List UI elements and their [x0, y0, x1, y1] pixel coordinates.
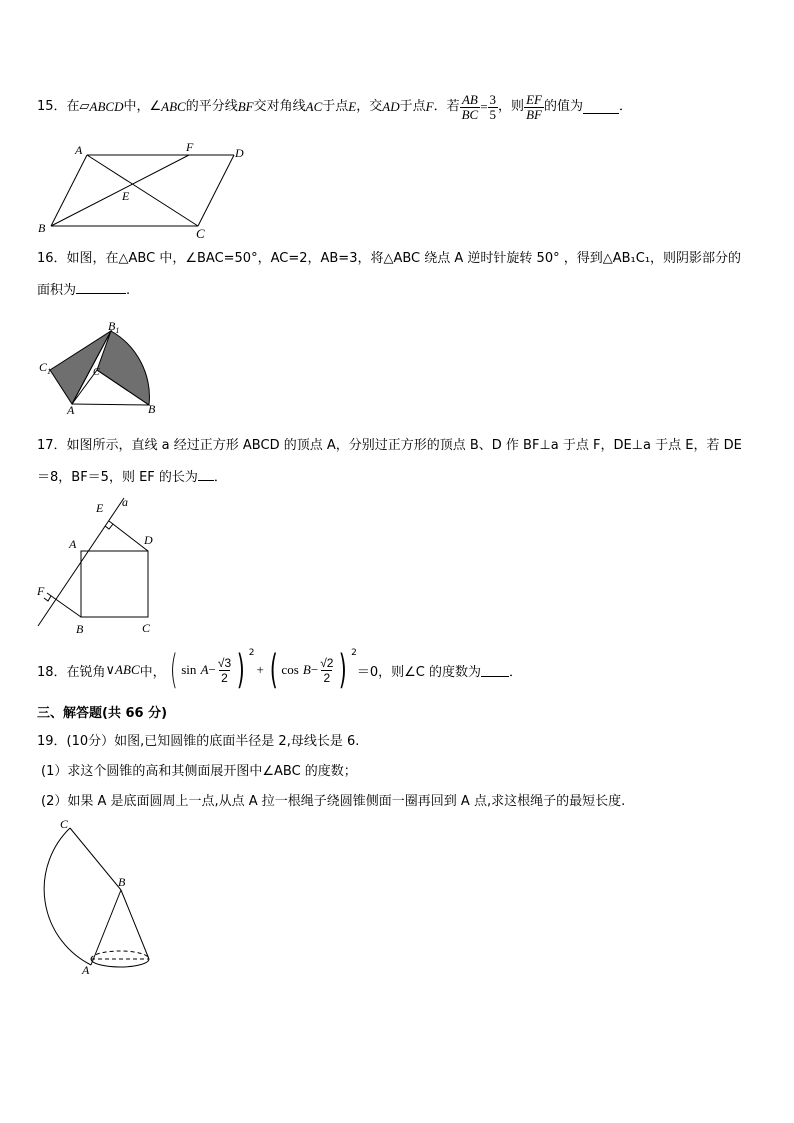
q15-equals: = [480, 99, 488, 114]
q15-text [37, 92, 632, 122]
q19-label-a: A [82, 963, 90, 977]
q18-paren-open-1: ( [169, 647, 178, 693]
q15-frac1-den: BC [461, 106, 479, 122]
q15-e: E [348, 99, 357, 114]
q18-t1: 18．在锐角 [37, 664, 106, 680]
q19-cone-right-edge [121, 890, 149, 959]
q15-t7: 于点 [399, 99, 426, 114]
q19-sub1: (1）求这个圆锥的高和其侧面展开图中∠ABC 的度数； [41, 764, 357, 779]
q15-t5: 于点 [322, 99, 349, 114]
q15-label-b: B [38, 221, 46, 235]
q15-t3: 的平分线 [185, 99, 238, 114]
q16-label-c1 [39, 360, 51, 376]
q18-a: A [200, 662, 209, 677]
q17-line2 [37, 468, 227, 487]
q15-t10: 的值为 [543, 99, 583, 114]
q16-label-c1-sub: 1 [47, 367, 52, 376]
q15-frac3-den: BF [526, 106, 542, 122]
q18-square-1: 2 [248, 648, 255, 658]
q17-label-c: C [142, 621, 151, 635]
q15-label-f: F [186, 140, 194, 154]
q15-abc: ABC [161, 99, 186, 114]
q15-edge-ab [51, 155, 87, 226]
q15-number: 15． [37, 99, 67, 114]
q16-line2-a: 面积为 [37, 283, 77, 298]
q15-parallelogram-figure [30, 138, 260, 242]
q15-t9: ，则 [498, 99, 525, 114]
q16-label-c: C [93, 367, 100, 378]
q15-ac: AC [305, 99, 323, 114]
section-3-title: 三、解答题(共 66 分) [37, 706, 168, 721]
q15-fraction-ef-bf [524, 93, 544, 122]
q15-frac1-num: AB [461, 91, 478, 107]
q17-right-angle-f [44, 596, 51, 601]
q15-f: F [425, 99, 434, 114]
q19-line1: 19．(10分）如图,已知圆锥的底面半径是 2,母线长是 6. [37, 734, 360, 749]
q17-label-a: A [69, 537, 77, 551]
q17-label-a-line: a [122, 495, 128, 509]
q15-t2: 中，∠ [123, 99, 162, 114]
q18-text [37, 644, 522, 696]
q16-label-c1-main: C [39, 360, 48, 374]
q16-line1: 16．如图，在△ABC 中，∠BAC=50°，AC=2，AB=3，将△ABC 绕点 A 逆时针旋转 50° ，得到△AB₁C₁，则阴影部分的 [37, 251, 742, 266]
q18-b: B [302, 662, 311, 677]
q18-t3: ＝0，则∠C 的度数为 [356, 664, 481, 680]
q18-fraction-sqrt2 [318, 656, 335, 685]
q15-diagonal-ac [87, 155, 198, 226]
q18-sqrt3: √3 [217, 655, 232, 670]
q15-t8: ．若 [433, 99, 460, 114]
q15-label-d: D [235, 146, 244, 160]
q17-square-abcd [81, 551, 148, 617]
q18-t2: 中， [139, 664, 166, 680]
q18-plus: + [256, 662, 264, 677]
q18-sqrt2: √2 [320, 655, 334, 670]
q18-paren-close-1: ) [237, 647, 245, 693]
q19-label-b: B [118, 875, 126, 889]
q17-line2-a: ＝8，BF＝5，则 EF 的长为 [37, 470, 198, 485]
q19-cone-figure [30, 814, 170, 984]
q17-answer-blank[interactable] [198, 468, 214, 481]
q16-line2 [37, 281, 130, 300]
q19-radius-ba [91, 890, 121, 965]
q17-label-b: B [76, 622, 84, 636]
q15-end: ． [618, 99, 632, 114]
q18-minus-1: − [208, 662, 216, 677]
q16-line2-b: . [126, 283, 131, 298]
q19-radius-bc [70, 828, 121, 890]
q15-t4: 交对角线 [253, 99, 306, 114]
q15-frac3-num: EF [526, 91, 542, 107]
q16-edge-ab [72, 404, 149, 405]
q19-cone-base-front [91, 959, 149, 967]
q15-fraction-ab-bc [460, 93, 481, 122]
q17-line2-b: ． [213, 470, 227, 485]
q17-label-e: E [96, 501, 104, 515]
q17-line1: 17．如图所示，直线 a 经过正方形 ABCD 的顶点 A，分别过正方形的顶点 B、D 作 BF⊥a 于点 F，DE⊥a 于点 E，若 DE [37, 438, 742, 453]
q19-sector-arc [44, 828, 91, 965]
q15-frac2-den: 5 [489, 106, 497, 122]
q15-edge-dc [198, 155, 234, 226]
q15-bf: BF [237, 99, 254, 114]
q18-fraction-sqrt3 [216, 656, 233, 685]
q16-label-a: A [67, 403, 75, 417]
q18-den-1: 2 [221, 670, 228, 685]
q15-t1: 在▱ [66, 99, 90, 114]
q17-label-f: F [37, 584, 45, 598]
q15-ad: AD [382, 99, 400, 114]
q18-den-2: 2 [323, 670, 331, 685]
q16-answer-blank[interactable] [76, 281, 126, 294]
q15-fraction-3-5 [488, 93, 499, 122]
q18-end: ． [508, 664, 522, 680]
q16-label-b: B [148, 402, 156, 416]
q15-answer-blank[interactable] [583, 101, 619, 114]
q18-cos: cos [281, 662, 299, 677]
q18-paren-close-2: ) [339, 647, 348, 693]
q18-square-2: 2 [351, 648, 357, 658]
q15-t6: ，交 [356, 99, 383, 114]
q18-triangle: ∨ABC [105, 662, 140, 677]
q17-label-d: D [144, 533, 153, 547]
q17-square-figure [34, 495, 164, 640]
q19-sub2: (2）如果 A 是底面圆周上一点,从点 A 拉一根绳子绕圆锥侧面一圈再回到 A 点,求这根绳子的最短长度. [41, 794, 626, 809]
q15-label-c: C [196, 226, 205, 241]
q15-label-a: A [75, 143, 83, 157]
q16-label-b1-main: B [108, 319, 116, 333]
q15-label-e: E [122, 189, 130, 203]
q16-rotation-figure [36, 318, 166, 418]
q18-minus-2: − [310, 662, 319, 677]
q19-label-c: C [60, 817, 69, 831]
q17-segment-de [109, 521, 148, 551]
q18-paren-open-2: ( [269, 647, 278, 693]
q16-label-b1 [108, 319, 119, 335]
q15-abcd: ABCD [89, 99, 124, 114]
q18-answer-blank[interactable] [481, 664, 509, 677]
q16-label-b1-sub: 1 [115, 326, 120, 335]
q15-frac2-num: 3 [489, 91, 497, 107]
q18-sin: sin [181, 662, 197, 677]
q15-bisector-bf [51, 155, 189, 226]
q19-cone-base-back [91, 951, 149, 959]
